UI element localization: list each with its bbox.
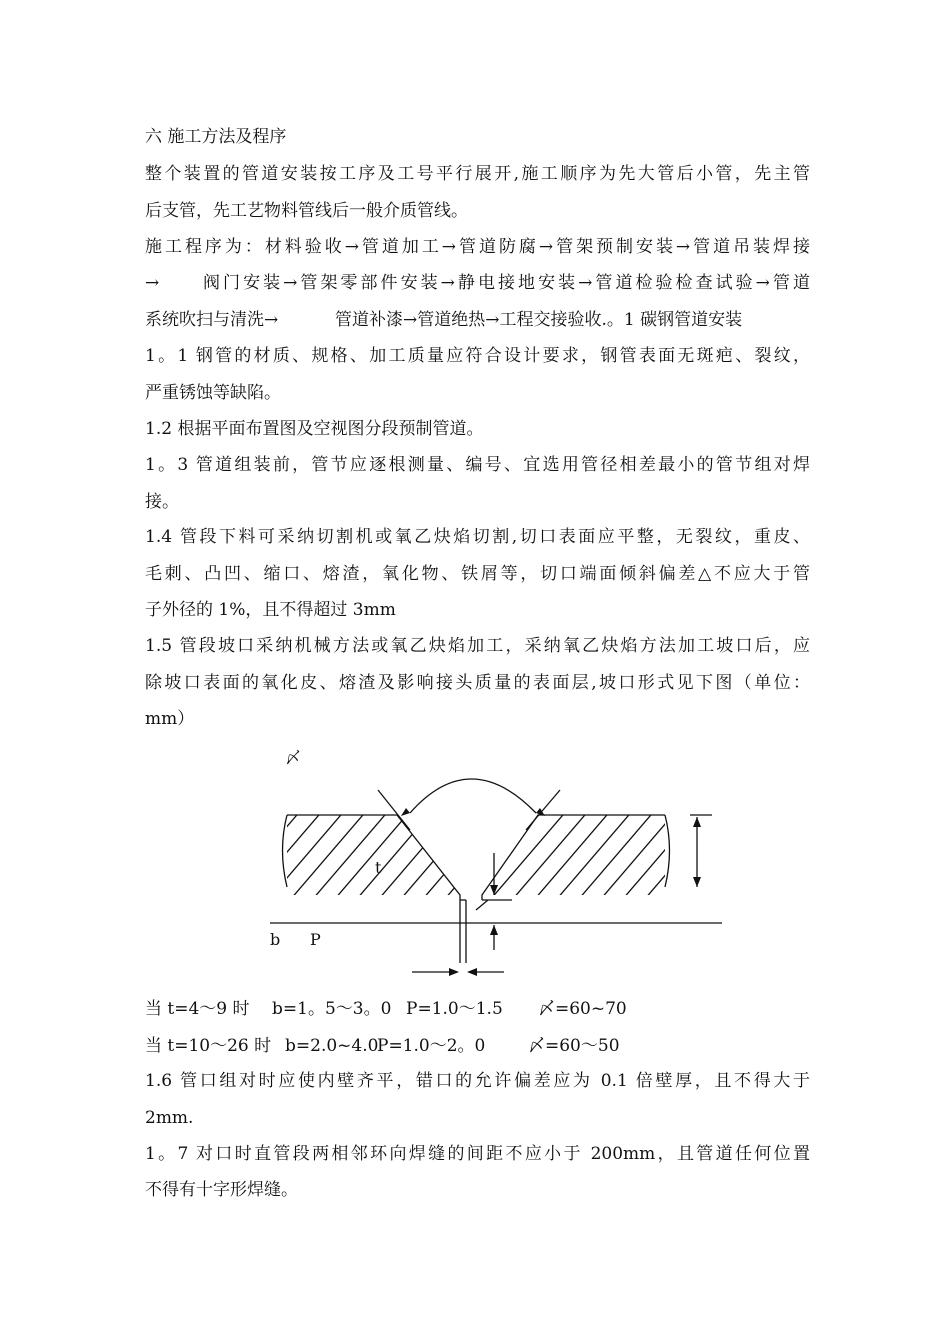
param-t: 当 t=4～9 时 <box>145 999 250 1019</box>
paragraph-line: 子外径的 1%，且不得超过 3mm <box>145 600 396 620</box>
angle-arc <box>410 779 536 813</box>
paragraph-line: 1.4 管段下料可采纳切割机或氧乙炔焰切割,切口表面应平整，无裂纹，重皮、 <box>145 527 810 547</box>
gap-label: b <box>270 930 281 949</box>
left-hatching <box>260 795 556 935</box>
paragraph-line: 1。7 对口时直管段两相邻环向焊缝的间距不应小于 200mm，且管道任何位置 <box>145 1144 810 1164</box>
paragraph-line: 1.2 根据平面布置图及空视图分段预制管道。 <box>145 419 484 439</box>
section-title: 六 施工方法及程序 <box>145 127 287 147</box>
paragraph-line: 接。 <box>145 492 179 512</box>
paragraph-line: 1.5 管段坡口采纳机械方法或氧乙炔焰加工，采纳氧乙炔焰方法加工坡口后，应 <box>145 636 810 656</box>
paragraph-segment: 系统吹扫与清洗→ <box>145 310 279 330</box>
paragraph-line: 1.6 管口组对时应使内壁齐平，错口的允许偏差应为 0.1 倍壁厚，且不得大于 <box>145 1071 810 1091</box>
paragraph-line: mm） <box>145 709 195 729</box>
param-p: P=1.0～1.5 <box>406 999 503 1019</box>
param-t: 当 t=10～26 时 <box>145 1036 272 1056</box>
paragraph-line: 1。1 钢管的材质、规格、加工质量应符合设计要求，钢管表面无斑疤、裂纹， <box>145 346 810 366</box>
paragraph-line: 1。3 管道组装前，管节应逐根测量、编号、宜选用管径相差最小的管节组对焊 <box>145 455 810 475</box>
param-angle: 〆=60~70 <box>538 999 627 1019</box>
paragraph-line: 整个装置的管道安装按工序及工号平行展开,施工顺序为先大管后小管，先主管 <box>145 164 810 184</box>
groove-diagram <box>260 735 730 990</box>
paragraph-line <box>145 308 810 332</box>
param-b: b=1。5～3。0 <box>272 999 392 1019</box>
paragraph-line: 不得有十字形焊缝。 <box>145 1180 298 1200</box>
paragraph-line: 毛刺、凸凹、缩口、熔渣，氧化物、铁屑等，切口端面倾斜偏差△不应大于管 <box>145 564 810 584</box>
paragraph-segment: 管道补漆→管道绝热→工程交接验收.。1 碳钢管道安装 <box>335 310 743 330</box>
thickness-label: t <box>375 858 382 877</box>
param-p: P=1.0～2。0 <box>377 1036 486 1056</box>
paragraph-line: 2mm. <box>145 1108 194 1128</box>
root-face-label: P <box>310 930 321 949</box>
param-b: b=2.0~4.0 <box>285 1036 379 1056</box>
param-angle: 〆=60～50 <box>528 1036 620 1056</box>
paragraph-line: 后支管，先工艺物料管线后一般介质管线。 <box>145 201 468 221</box>
angle-label: 〆 <box>285 748 302 767</box>
arrow-text: → <box>145 273 160 293</box>
paragraph-line <box>145 271 810 295</box>
right-hatching <box>460 795 730 935</box>
paragraph-segment: 阀门安装→管架零部件安装→静电接地安装→管道检验检查试验→管道 <box>203 273 810 293</box>
paragraph-line: 严重锈蚀等缺陷。 <box>145 383 281 403</box>
paragraph-line: 除坡口表面的氧化皮、熔渣及影响接头质量的表面层,坡口形式见下图（单位： <box>145 673 810 693</box>
paragraph-line: 施工程序为：材料验收→管道加工→管道防腐→管架预制安装→管道吊装焊接 <box>145 237 810 257</box>
right-plate-outline <box>482 815 670 900</box>
